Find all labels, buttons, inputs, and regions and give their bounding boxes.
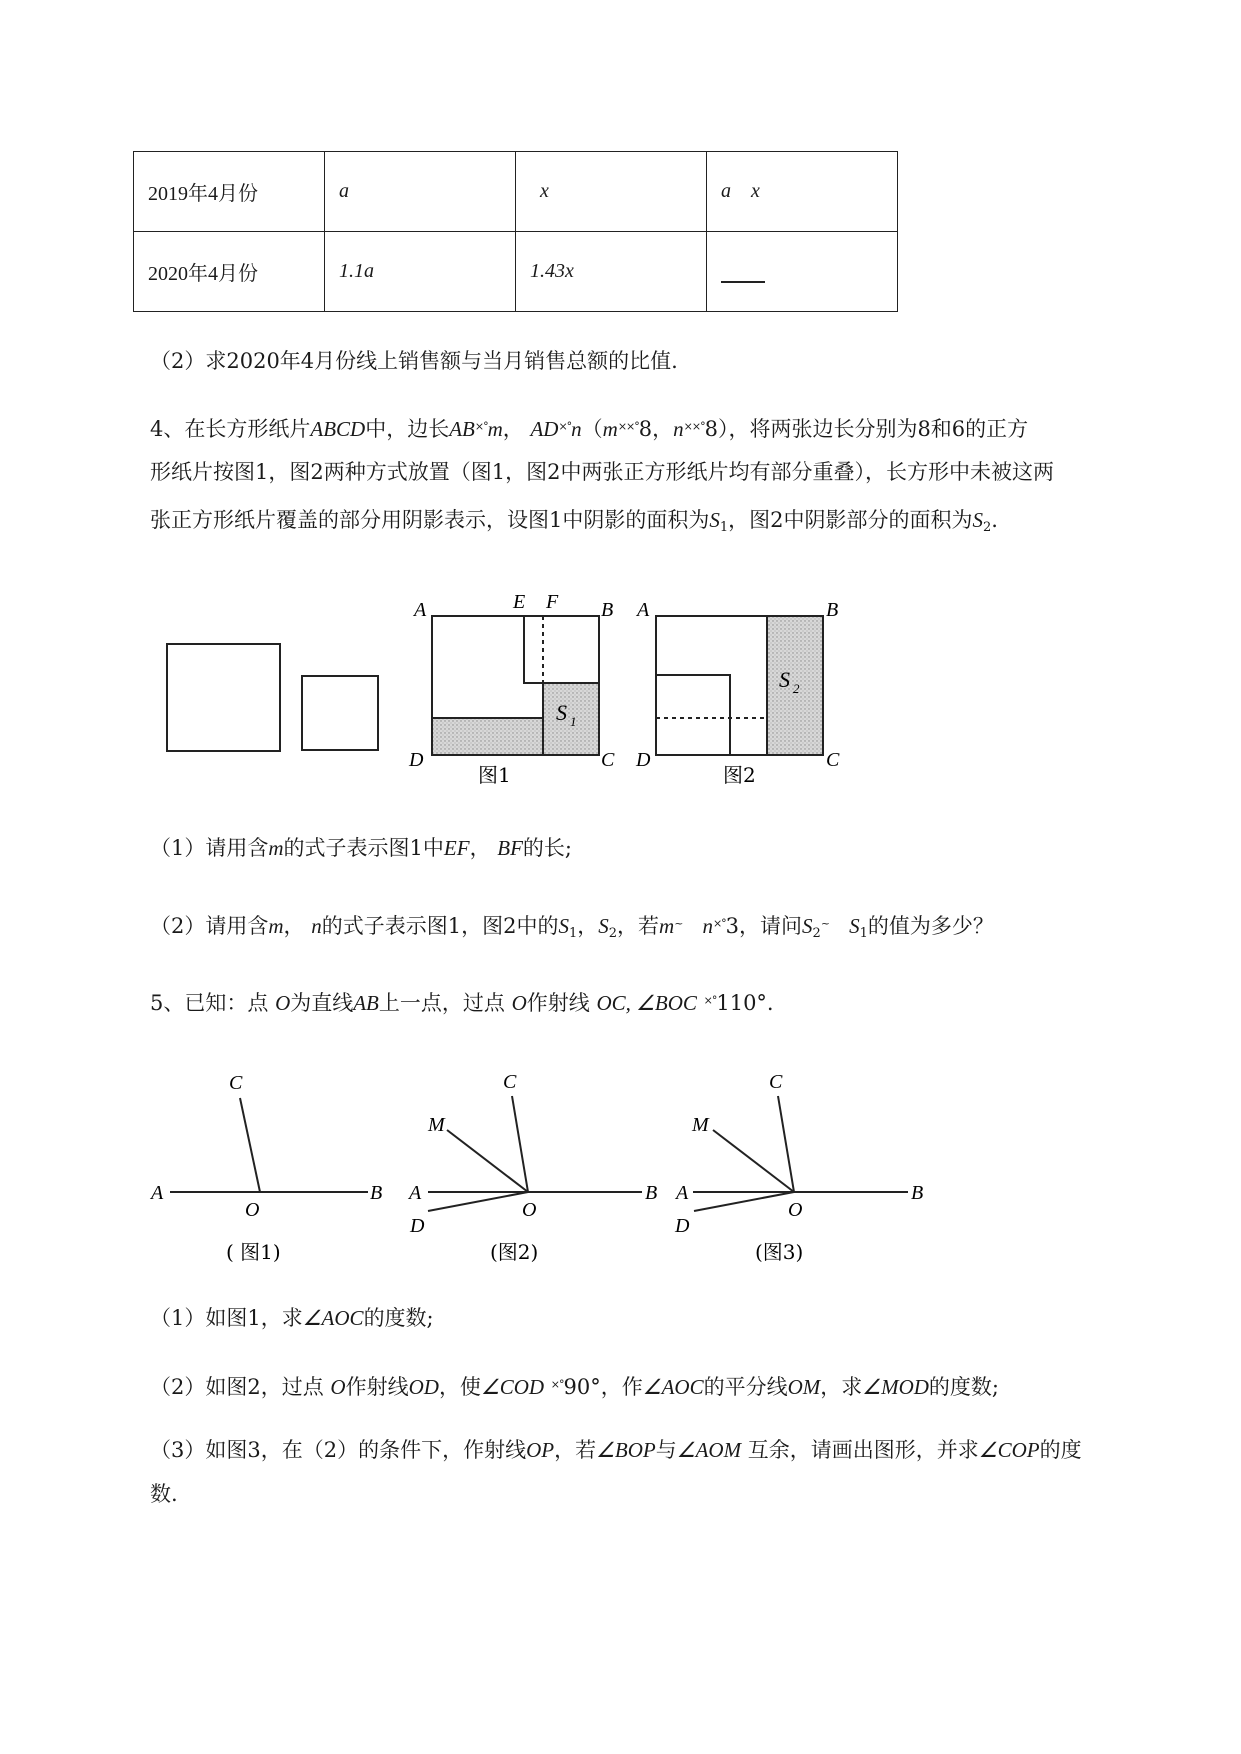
text: ， <box>469 836 491 860</box>
math-text: n <box>311 914 322 938</box>
text: （3）如图3，在（2）的条件下，作射线 <box>150 1438 527 1462</box>
text: 张正方形纸片覆盖的部分用阴影表示，设图1中阴影的面积为 <box>150 508 710 532</box>
figure-1 <box>408 591 615 787</box>
math-text: AB <box>353 991 379 1015</box>
ray-om <box>447 1130 528 1192</box>
text: 5、已知：点 <box>150 991 269 1015</box>
question-4-line-3 <box>150 505 1150 543</box>
question-5-part-2 <box>150 1370 1150 1402</box>
table-cell: 1.1a <box>325 232 516 312</box>
angle-figure-1 <box>149 1072 382 1264</box>
label-s2: S <box>779 667 790 692</box>
math-text: S <box>849 914 860 938</box>
text: 互余，请画出图形，并求 <box>747 1438 979 1462</box>
text: （2）如图2，过点 <box>150 1375 324 1399</box>
label-a: A <box>637 599 650 621</box>
large-square <box>167 644 280 751</box>
label-d: D <box>675 1215 690 1237</box>
math-text: m <box>487 417 503 441</box>
subscript: 1 <box>719 520 729 535</box>
angle-figure-2 <box>407 1071 657 1264</box>
angle-figures <box>0 1040 1241 1280</box>
label-b: B <box>911 1182 924 1204</box>
figure-2 <box>635 599 840 787</box>
math-text: n <box>571 417 582 441</box>
math-text: OC, ∠BOC <box>596 991 697 1015</box>
rectangle-figures <box>0 580 1241 800</box>
subscript: 2 <box>812 926 821 941</box>
table-cell: a x <box>707 152 898 232</box>
figure-caption: 图1 <box>478 763 511 787</box>
question-4-line-1: 4、在长方形纸片ABCD中，边长AB×°m， AD×°n（m××°8，n××°8），将两张边长分别为8和6的正方 <box>150 417 1029 441</box>
question-5-part-3-cont: 数. <box>150 1482 178 1506</box>
text: ， <box>577 914 599 938</box>
label-o: O <box>522 1199 537 1221</box>
subscript: 1 <box>568 926 578 941</box>
question-4-line-2: 形纸片按图1，图2两种方式放置（图1，图2中两张正方形纸片均有部分重叠），长方形中未被这两 <box>150 460 1054 484</box>
label-b: B <box>601 599 614 621</box>
table-cell: 2020年4月份 <box>134 232 325 312</box>
table-cell-blank <box>707 232 898 312</box>
text: （2）请用含 <box>150 914 269 938</box>
label-f: F <box>546 591 559 613</box>
table-cell: 1.43x <box>516 232 707 312</box>
math-text: ∠COD <box>480 1375 545 1399</box>
ray-od <box>694 1192 794 1211</box>
glyph: ××° <box>683 420 705 433</box>
question-4-part-2 <box>150 909 1150 949</box>
ray-om <box>713 1130 794 1192</box>
text: ，求 <box>820 1375 863 1399</box>
label-c: C <box>769 1071 783 1093</box>
math-text: m <box>268 914 284 938</box>
figure-caption: (图2) <box>490 1240 539 1264</box>
label-b: B <box>645 1182 658 1204</box>
subscript: 1 <box>859 926 868 941</box>
table-cell: a <box>325 152 516 232</box>
math-text: ∠MOD <box>862 1375 929 1399</box>
glyph: ×° <box>474 420 488 433</box>
math-text: S <box>972 508 984 532</box>
text: 3，请问 <box>725 914 803 938</box>
question-4-part-1 <box>150 833 1150 863</box>
answer-blank <box>721 261 765 283</box>
label-m: M <box>428 1114 445 1136</box>
math-text: OM <box>787 1375 821 1399</box>
math-text: ∠AOM <box>676 1438 742 1462</box>
text: 的度数; <box>363 1306 434 1330</box>
text: （1）如图1，求 <box>150 1306 303 1330</box>
text: ，若 <box>617 914 660 938</box>
glyph: ×° <box>550 1378 564 1391</box>
math-text: ∠AOC <box>642 1375 704 1399</box>
math-text: AB <box>449 417 475 441</box>
label-s1-subscript: 1 <box>570 714 577 729</box>
ray-oc <box>512 1096 528 1192</box>
figure-caption: (图3) <box>755 1240 804 1264</box>
text: 8， <box>638 417 674 441</box>
label-a: A <box>414 599 427 621</box>
text: 的式子表示图1中 <box>283 836 444 860</box>
figure-caption: ( 图1) <box>226 1240 281 1264</box>
label-c: C <box>826 749 840 771</box>
glyph: ~ <box>674 917 683 930</box>
math-text: S <box>598 914 609 938</box>
math-text: n <box>702 914 713 938</box>
math-text: ∠BOP <box>596 1438 656 1462</box>
text: ， <box>283 914 305 938</box>
math-text: O <box>275 991 291 1015</box>
subscript: 2 <box>608 926 618 941</box>
text: 的平分线 <box>703 1375 788 1399</box>
text: （1）请用含 <box>150 836 269 860</box>
label-s2-subscript: 2 <box>793 681 800 696</box>
label-b: B <box>370 1182 383 1204</box>
label-c: C <box>601 749 615 771</box>
glyph: ~ <box>820 917 830 930</box>
text: ，图2中阴影部分的面积为 <box>728 508 973 532</box>
math-text: n <box>673 417 684 441</box>
label-d: D <box>636 749 651 771</box>
text: 的式子表示图1，图2中的 <box>321 914 559 938</box>
math-text: S <box>802 914 813 938</box>
shade-s1-bottom <box>432 718 543 755</box>
table-cell: 2019年4月份 <box>134 152 325 232</box>
label-d: D <box>409 749 424 771</box>
label-o: O <box>245 1199 260 1221</box>
table-row <box>134 152 898 232</box>
math-text: S <box>709 508 720 532</box>
square-edge <box>524 616 599 683</box>
text: 4、在长方形纸片 <box>150 417 311 441</box>
text: 110°. <box>716 991 774 1015</box>
text: 为直线 <box>290 991 354 1015</box>
label-m: M <box>692 1114 709 1136</box>
ray-oc <box>778 1096 794 1192</box>
angle-figure-3 <box>674 1071 923 1264</box>
math-text: m <box>268 836 284 860</box>
text: . <box>991 508 998 532</box>
math-text: ∠AOC <box>302 1306 364 1330</box>
text: 作射线 <box>526 991 590 1015</box>
math-text: m <box>659 914 675 938</box>
question-5-part-3 <box>150 1435 1150 1465</box>
label-a: A <box>151 1182 164 1204</box>
text: （ <box>581 417 603 441</box>
ray-od <box>428 1192 528 1211</box>
label-o: O <box>788 1199 803 1221</box>
table-row <box>134 232 898 312</box>
math-text: O <box>511 991 527 1015</box>
small-square <box>302 676 378 750</box>
math-text: AD <box>530 417 559 441</box>
text: ，若 <box>554 1438 597 1462</box>
text: 8），将两张边长分别为8和6的正方 <box>704 417 1029 441</box>
text: 中，边长 <box>365 417 450 441</box>
figure-caption: 图2 <box>723 763 756 787</box>
text: 的长; <box>522 836 572 860</box>
question-3-part-2: （2）求2020年4月份线上销售额与当月销售总额的比值. <box>150 349 678 373</box>
table-cell: x <box>516 152 707 232</box>
text: 上一点，过点 <box>378 991 505 1015</box>
label-c: C <box>229 1072 243 1094</box>
math-text: EF <box>443 836 470 860</box>
label-a: A <box>676 1182 689 1204</box>
math-text: S <box>558 914 569 938</box>
math-text: OP <box>526 1438 555 1462</box>
text: 的度数; <box>928 1375 999 1399</box>
subscript: 2 <box>983 520 992 535</box>
label-c: C <box>503 1071 517 1093</box>
sales-table <box>133 151 898 312</box>
ray-oc <box>240 1098 260 1192</box>
label-b: B <box>826 599 839 621</box>
math-text: OD <box>408 1375 439 1399</box>
text: 90°，作 <box>563 1375 643 1399</box>
label-e: E <box>513 591 526 613</box>
text: 的值为多少？ <box>867 914 994 938</box>
text: 与 <box>655 1438 677 1462</box>
math-text: ∠COP <box>978 1438 1040 1462</box>
text: 作射线 <box>345 1375 409 1399</box>
math-text: ABCD <box>310 417 366 441</box>
text: ，使 <box>438 1375 481 1399</box>
label-d: D <box>410 1215 425 1237</box>
glyph: ×° <box>558 420 572 433</box>
math-text: BF <box>497 836 523 860</box>
label-a: A <box>409 1182 422 1204</box>
glyph: ×° <box>712 917 726 930</box>
glyph: ×° <box>703 994 717 1007</box>
glyph: ××° <box>617 420 639 433</box>
math-text: m <box>602 417 618 441</box>
question-5-part-1 <box>150 1303 1150 1333</box>
square-edge <box>656 675 730 755</box>
text: 的度 <box>1039 1438 1082 1462</box>
question-5-line-1 <box>150 986 1150 1018</box>
math-text: O <box>330 1375 346 1399</box>
label-s1: S <box>556 700 567 725</box>
